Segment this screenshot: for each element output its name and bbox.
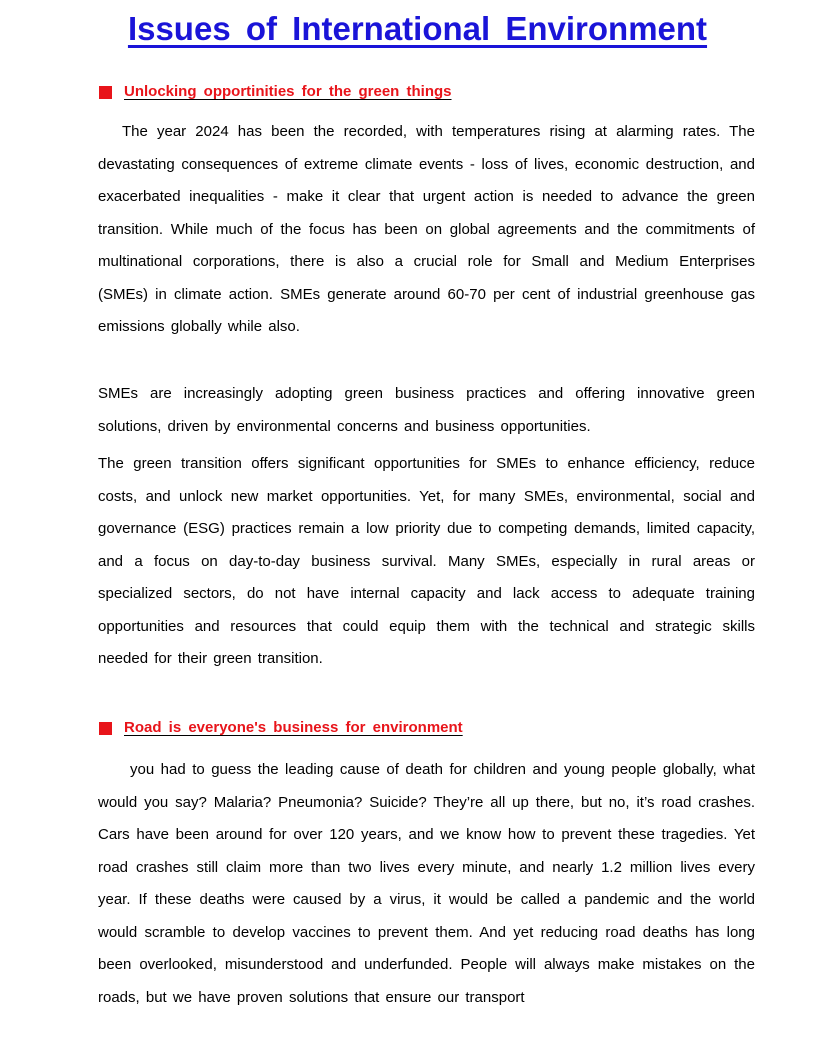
page-title: Issues of International Environment [127,10,708,47]
red-square-bullet-icon [99,86,112,99]
section-heading-text: Unlocking opportinities for the green things [124,83,452,100]
section-heading-text: Road is everyone's business for environment [124,719,463,736]
paragraph-road-crashes: you had to guess the leading cause of death for children and young people globally, what would you say? Malaria? Pneumonia? Suicide? They’re all up there, but no, it’s road crashes. Cars have been around for over 120 years, and we know how to prevent these tragedies. Yet road crashes still claim more than two lives every minute, and nearly 1.2 million lives every year. If these deaths were caused by a virus, it would be called a pandemic and the world would scramble to develop vaccines to prevent them. And yet reducing road deaths has long been overlooked, misunderstood and underfunded. People will always make mistakes on the roads, but we have proven solutions that ensure our transport [98,761,755,1006]
paragraph-climate-action: The year 2024 has been the recorded, with temperatures rising at alarming rates. The devastating consequences of extreme climate events - loss of lives, economic destruction, and exacerbated inequalities - make it clear that urgent action is needed to advance the green transition. While much of the focus has been on global agreements and the commitments of multinational corporations, there is also a crucial role for Small and Medium Enterprises (SMEs) in climate action. SMEs generate around 60-70 per cent of industrial greenhouse gas emissions globally while also. [98,123,755,335]
section-heading-road [99,718,471,738]
red-square-bullet-icon [99,722,112,735]
paragraph-sme-adoption: SMEs are increasingly adopting green business practices and offering innovative green solutions, driven by environmental concerns and business opportunities. [98,385,755,435]
section-heading-green [99,82,460,102]
paragraph-green-transition: The green transition offers significant opportunities for SMEs to enhance efficiency, reduce costs, and unlock new market opportunities. Yet, for many SMEs, environmental, social and governance (ESG) practices remain a low priority due to competing demands, limited capacity, and a focus on day-to-day business survival. Many SMEs, especially in rural areas or specialized sectors, do not have internal capacity and lack access to adequate training opportunities and resources that could equip them with the technical and strategic skills needed for their green transition. [98,455,755,667]
